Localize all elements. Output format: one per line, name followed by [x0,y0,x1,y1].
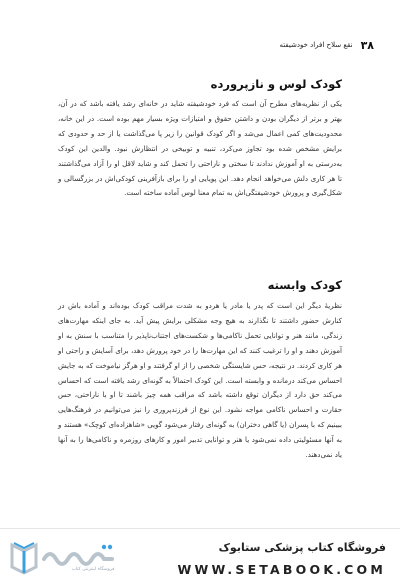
setabook-logo [8,537,126,577]
logo-tagline: فروشگاه اینترنتی کتاب [71,567,115,572]
page-number: ۳۸ [360,38,374,52]
section-heading-dependent-child: کودک وابسته [267,278,342,292]
paragraph-spoiled-child: یکی از نظریه‌های مطرح آن است که فرد خودشیفته شاید در خانه‌ای رشد یافته باشد که در آن، بهتر و برتر از دیگران بودن و داشتن حقوق و امتیازات ویژه بسیار مهم بوده است. در این خانه، محدودیت‌های کمی اعمال می‌شد و اگر کودک قوانین را زیر پا می‌گذاشت یا از حد و حدودی که برایش مشخص شده بود تجاوز می‌کرد، تنبیه و توبیخی در انتظارش نبود. والدین این کودک به‌درستی به او آموزش ندادند تا سختی و ناراحتی را تحمل کند و شاید لاقل او را آزاد می‌گذاشتند تا هر کاری دلش می‌خواهد انجام دهد. این پویایی او را برای بازآفرینی کودکی‌اش در بزرگسالی و شکل‌گیری و پرورش خودشیفتگی‌اش به تمام معنا لوس آماده ساخته است. [58,99,342,198]
store-url[interactable]: WWW.SETABOOK.COM [177,562,386,577]
section-heading-spoiled-child: کودک لوس و نازپرورده [210,77,342,91]
running-title: نقع سلاح افراد خودشیفته [279,41,353,49]
store-name: فروشگاه کتاب پزشکی ستابوک [218,541,386,554]
footer-banner [0,528,400,587]
paragraph-dependent-child: نظریهٔ دیگر این است که پدر یا مادر یا هردو به شدت مراقب کودک بوده‌اند و آماده باش در کنارش حضور داشتند تا نگذارند به هیچ وجه مشکلی برایش پیش آید. به جای اینکه مهارت‌های زندگی، مانند هنر و توانایی تحمل ناکامی‌ها و شکست‌های اجتناب‌ناپذیر را متناسب با سنش به او آموزش دهند و او را ترغیب کنند که این مهارت‌ها را در خود پرورش دهد، برای آسایش و راحتی او هر کاری کردند. در نتیجه، حس شایستگی شخصی را از او گرفتند و او هرگز نیاموخت که به جایش احساس می‌کند درمانده و وابسته است. این کودک احتمالاً به گونه‌ای رشد یافته است که احساس می‌کند حق دارد از دیگران توقع داشته باشد که مراقب همه چیز باشند تا او با ناراحتی، حس حقارت و احساس ناکامی مواجه نشود. این نوع از فرزندپروری را نیز می‌توانیم در فرهنگ‌هایی ببینیم که با پسران (یا گاهی دختران) به گونه‌ای رفتار می‌شود گویی «شاهزاده‌ای کوچک» هستند و به آنها مسئولیتی داده نمی‌شود یا هنر و توانایی تدبیر امور و کارهای روزمره و ناکامی‌ها را به آنها یاد نمی‌دهند. [58,301,342,460]
page-header [26,38,374,52]
